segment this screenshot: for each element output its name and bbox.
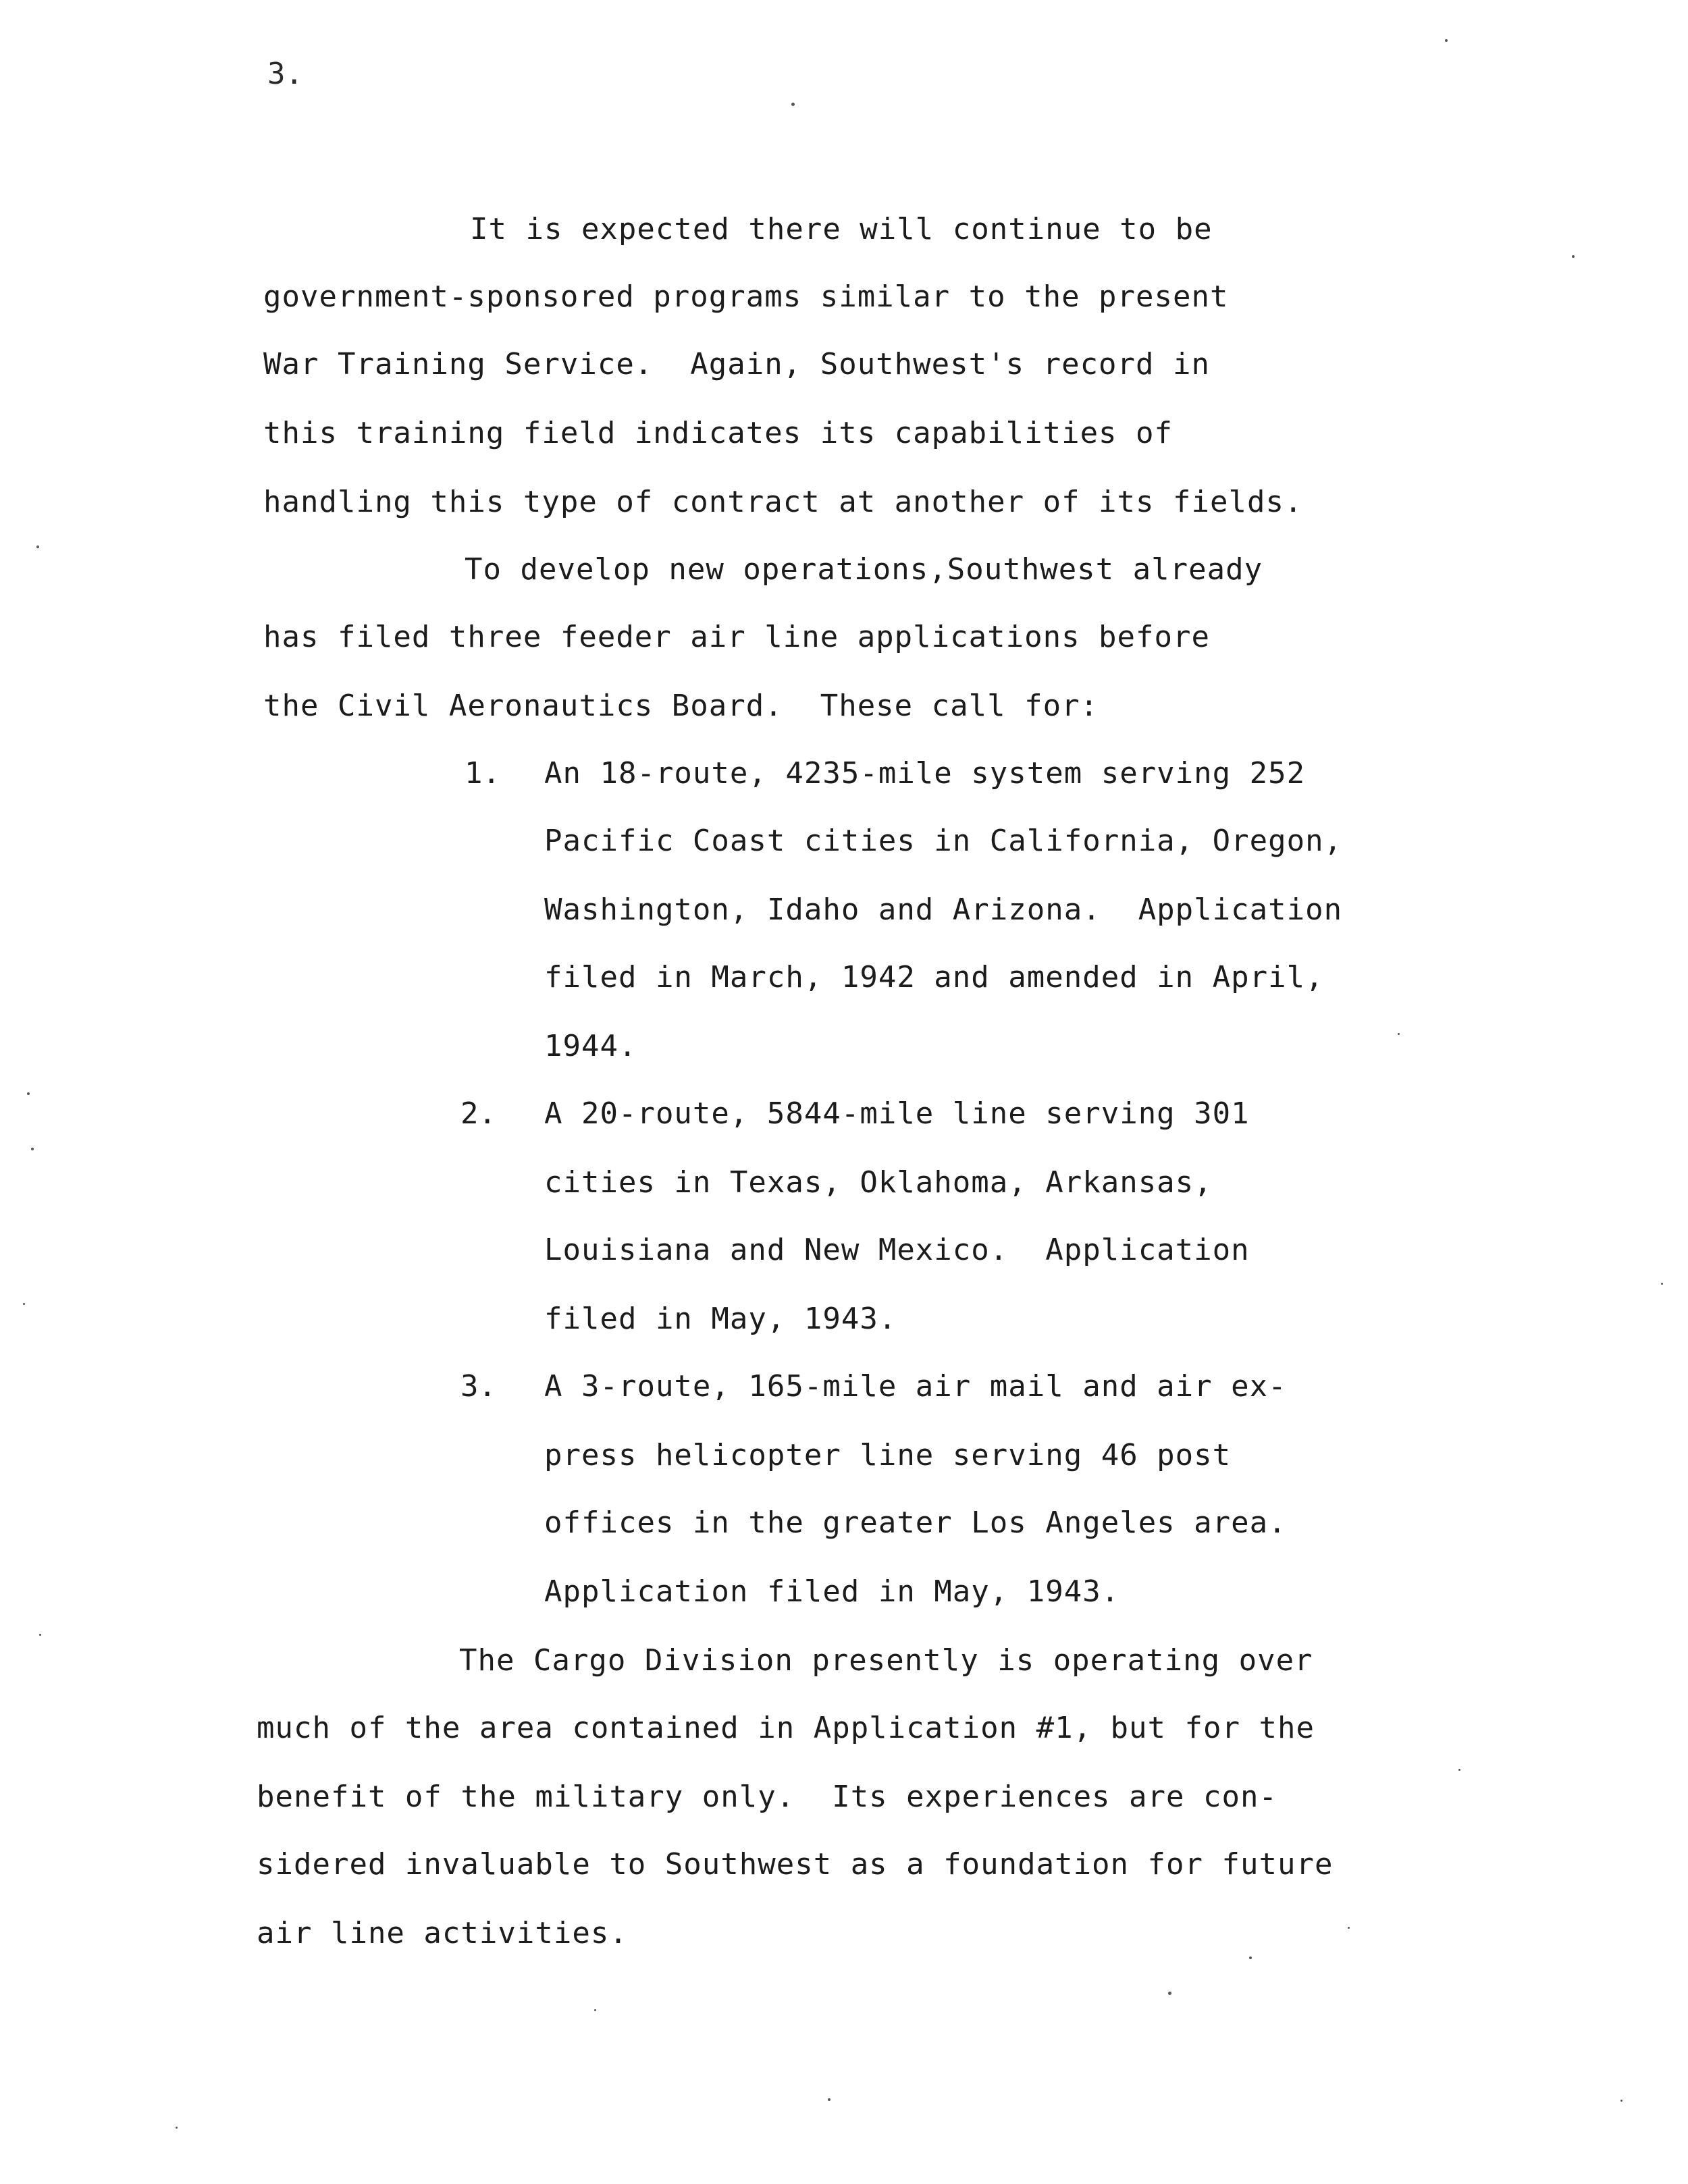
paragraph-3-line: The Cargo Division presently is operating over	[459, 1643, 1313, 1678]
paper-speck	[1249, 1956, 1252, 1959]
paragraph-1-line: War Training Service. Again, Southwest's record in	[263, 347, 1211, 381]
list-item-line: 1944.	[544, 1029, 637, 1063]
list-item-line: Pacific Coast cities in California, Oregon,	[544, 824, 1343, 858]
list-item-number: 1.	[465, 756, 500, 791]
list-item-line: filed in March, 1942 and amended in April,	[544, 960, 1324, 994]
list-item-line: cities in Texas, Oklahoma, Arkansas,	[544, 1165, 1213, 1200]
paper-speck	[1348, 1927, 1350, 1929]
paper-speck	[828, 2098, 830, 2101]
list-item-line: Washington, Idaho and Arizona. Application	[544, 893, 1343, 927]
paper-speck	[27, 1092, 30, 1095]
paper-speck	[1661, 1283, 1663, 1285]
paragraph-1-line: It is expected there will continue to be	[470, 212, 1213, 246]
paper-speck	[1620, 2100, 1623, 2102]
paragraph-3-line: sidered invaluable to Southwest as a foundation for future	[257, 1847, 1334, 1882]
paragraph-1-line: this training field indicates its capabilities of	[263, 416, 1173, 450]
paragraph-2-line: has filed three feeder air line applications before	[263, 620, 1211, 654]
list-item-line: A 20-route, 5844-mile line serving 301	[544, 1096, 1250, 1131]
paper-speck	[1445, 39, 1448, 42]
list-item-line: A 3-route, 165-mile air mail and air ex-	[544, 1369, 1287, 1404]
paragraph-2-line: the Civil Aeronautics Board. These call for:	[263, 689, 1099, 723]
paper-speck	[36, 545, 39, 548]
list-item-line: Application filed in May, 1943.	[544, 1574, 1120, 1609]
paragraph-2-line: To develop new operations,Southwest already	[465, 552, 1263, 587]
paper-speck	[1398, 1033, 1400, 1035]
paper-speck	[31, 1148, 34, 1150]
list-item-number: 3.	[460, 1369, 496, 1404]
paper-speck	[594, 2009, 596, 2011]
list-item-line: filed in May, 1943.	[544, 1302, 897, 1336]
list-item-line: press helicopter line serving 46 post	[544, 1438, 1232, 1472]
paragraph-3-line: benefit of the military only. Its experiences are con-	[257, 1780, 1277, 1814]
paragraph-3-line: air line activities.	[257, 1916, 628, 1950]
paper-speck	[791, 103, 795, 106]
list-item-line: offices in the greater Los Angeles area.	[544, 1506, 1287, 1540]
paper-speck	[176, 2127, 178, 2129]
list-item-line: An 18-route, 4235-mile system serving 252	[544, 756, 1306, 791]
list-item-line: Louisiana and New Mexico. Application	[544, 1233, 1250, 1267]
paper-speck	[39, 1634, 41, 1636]
paragraph-1-line: handling this type of contract at another of its fields.	[263, 485, 1303, 519]
paragraph-1-line: government-sponsored programs similar to the present	[263, 279, 1229, 314]
paragraph-3-line: much of the area contained in Application #1, but for the	[257, 1711, 1315, 1745]
paper-speck	[1572, 255, 1575, 258]
paper-speck	[1168, 1992, 1171, 1995]
paper-speck	[23, 1303, 25, 1305]
page-number: 3.	[267, 57, 303, 91]
paper-speck	[1458, 1769, 1460, 1771]
list-item-number: 2.	[460, 1096, 496, 1131]
